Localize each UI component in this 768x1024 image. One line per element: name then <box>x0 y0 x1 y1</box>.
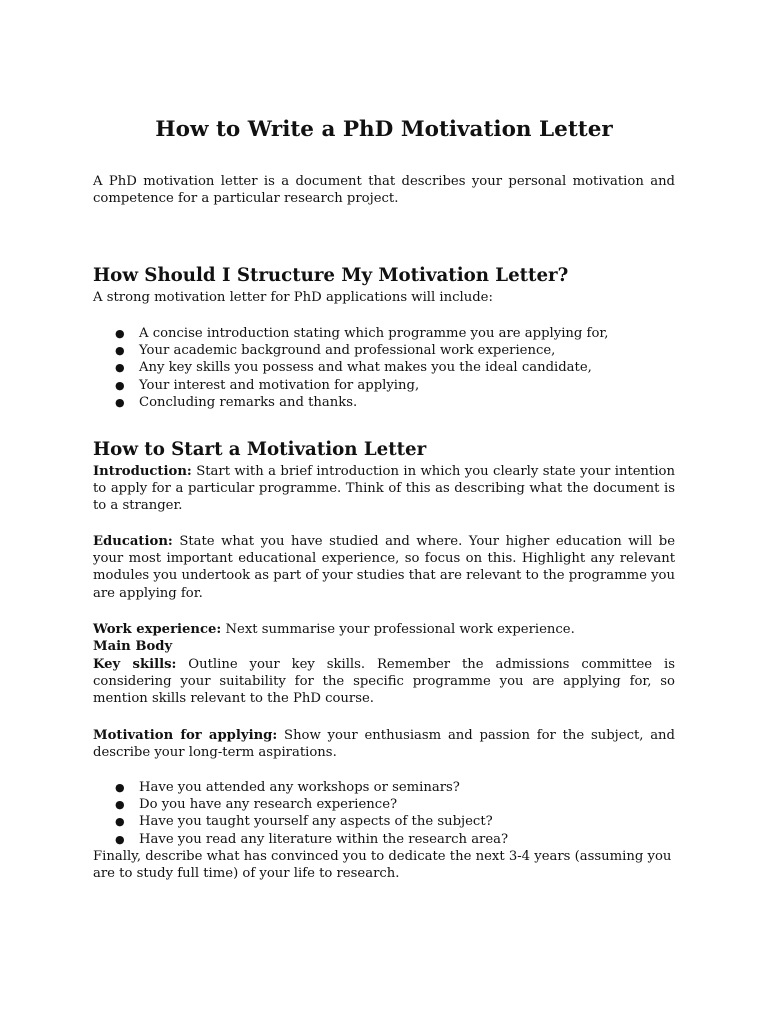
skills-paragraph <box>93 656 675 708</box>
list-item: ● Do you have any research experience? <box>115 797 398 813</box>
list-item: ● Have you read any literature within the research area? <box>115 831 509 847</box>
work-label: Work experience: <box>93 622 222 637</box>
work-paragraph <box>93 621 675 638</box>
intro-paragraph: A PhD motivation letter is a document that describes your personal motivation and competence for a particular research project. <box>93 174 675 207</box>
introduction-paragraph <box>93 463 675 515</box>
document-title: How to Write a PhD Motivation Letter <box>155 117 613 142</box>
motivation-paragraph <box>93 727 675 761</box>
structure-heading: How Should I Structure My Motivation Letter? <box>93 265 569 286</box>
introduction-label: Introduction: <box>93 464 192 479</box>
structure-lead: A strong motivation letter for PhD applications will include: <box>93 290 493 305</box>
education-paragraph <box>93 533 675 602</box>
bullet-icon: ● <box>115 344 125 358</box>
list-item: ● Have you attended any workshops or seminars? <box>115 780 460 795</box>
bullet-icon: ● <box>115 378 125 392</box>
list-item: ● Have you taught yourself any aspects of the subject? <box>115 814 493 830</box>
motivation-label: Motivation for applying: <box>93 728 278 743</box>
bullet-icon: ● <box>115 832 125 846</box>
education-label: Education: <box>93 534 173 549</box>
list-item: ● Your interest and motivation for applying, <box>115 377 420 393</box>
start-heading: How to Start a Motivation Letter <box>93 439 427 460</box>
work-text: Next summarise your professional work experience. <box>225 622 575 637</box>
bullet-icon: ● <box>115 798 125 812</box>
list-item: ● Concluding remarks and thanks. <box>115 394 358 410</box>
introduction-text: Start with a brief introduction in which you clearly state your intention to apply for a particular programme. Think of this as describing what the document is to a stranger. <box>93 464 675 514</box>
skills-label: Key skills: <box>93 657 177 672</box>
final-paragraph: Finally, describe what has convinced you to dedicate the next 3-4 years (assuming you are to study full time) of your life to research. <box>93 849 672 882</box>
questions-list <box>93 779 675 848</box>
main-body-heading: Main Body <box>93 639 173 654</box>
structure-list <box>93 325 675 411</box>
bullet-icon: ● <box>115 327 125 340</box>
bullet-icon: ● <box>115 361 125 375</box>
motivation-text: Show your enthusiasm and passion for the subject, and describe your long-term aspirations. <box>93 728 675 761</box>
list-item: ● A concise introduction stating which programme you are applying for, <box>115 326 609 341</box>
bullet-icon: ● <box>115 781 125 794</box>
list-item: ● Your academic background and professional work experience, <box>115 343 556 359</box>
bullet-icon: ● <box>115 815 125 829</box>
education-text: State what you have studied and where. Your higher education will be your most important educational experience, so focus on this. Highlight any relevant modules you undertook as part of your studies that are relevant to the programme you are applying for. <box>93 534 675 601</box>
skills-text: Outline your key skills. Remember the admissions committee is considering your suitability for the specific programme you are applying for, so mention skills relevant to the PhD course. <box>93 657 675 707</box>
list-item: ● Any key skills you possess and what makes you the ideal candidate, <box>115 360 592 376</box>
bullet-icon: ● <box>115 395 125 409</box>
